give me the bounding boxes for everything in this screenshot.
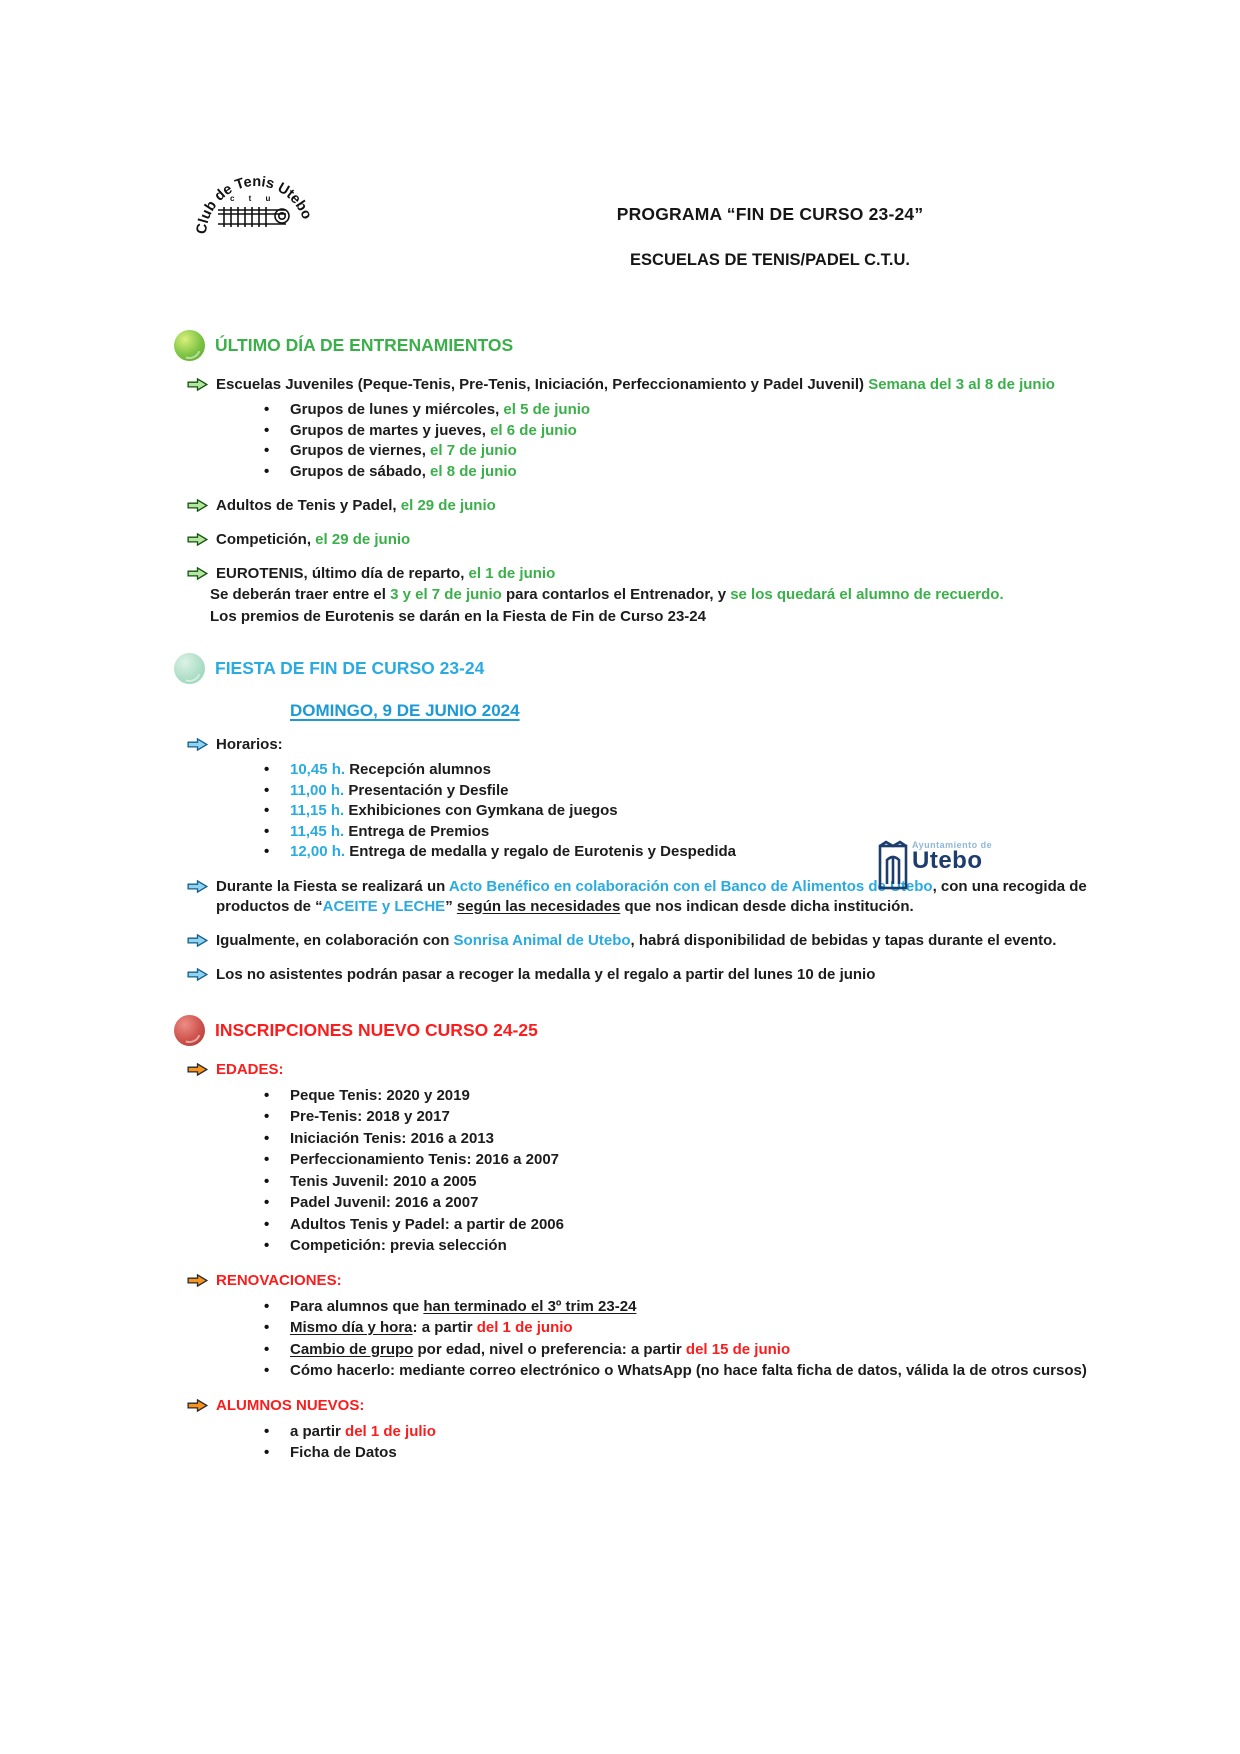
text-run: Competición, [216, 531, 316, 548]
list-item [264, 822, 1240, 843]
text-run: 11,00 h. [290, 781, 345, 799]
item-text [290, 421, 577, 442]
text-run: Grupos de sábado, [290, 462, 431, 480]
text-run: Sonrisa Animal de Utebo [453, 931, 631, 949]
text-run: se los quedará el alumno de recuerdo. [730, 586, 1004, 603]
text-run: Adultos Tenis y Padel: a partir de 2006 [290, 1215, 564, 1233]
arrow-right-icon [186, 498, 209, 513]
text-run: Recepción alumnos [345, 761, 491, 778]
text-run: Escuelas Juveniles (Peque-Tenis, Pre-Tenis, Iniciación, Perfeccionamiento y Padel Juvenil) [216, 376, 869, 393]
bullet-icon: • [264, 1422, 270, 1440]
text-run: han terminado el 3º trim 23-24 [423, 1297, 637, 1315]
list-item-eurotenis [186, 564, 1240, 584]
list-item [264, 1317, 1240, 1339]
item-text [290, 1128, 494, 1150]
item-text [290, 1106, 450, 1128]
text-run: el 29 de junio [400, 497, 496, 514]
utebo-ayuntamiento-logo [876, 840, 992, 892]
text-run: para contarlos el Entrenador, y [501, 586, 731, 603]
arrow-right-icon [186, 1273, 209, 1288]
arrow-right-icon [186, 377, 209, 392]
text-run: Horarios: [216, 736, 283, 753]
list-item-escuelas-juveniles [186, 375, 1240, 395]
item-text [290, 1235, 507, 1257]
club-logo [0, 152, 390, 270]
text-run: EUROTENIS, último día de reparto, [216, 565, 469, 582]
bullet-icon: • [264, 1194, 270, 1211]
list-item [264, 801, 1240, 822]
arrow-right-icon [186, 532, 209, 547]
tennis-ball-red-icon [174, 1015, 205, 1046]
text-run: Los premios de Eurotenis se darán en la Fiesta de Fin de Curso 23-24 [210, 607, 706, 625]
text-run: Acto Benéfico en colaboración con el Banco de Alimentos de Utebo [448, 877, 933, 895]
utebo-logo-big-text: Utebo [912, 847, 983, 874]
text-run: Semana del 3 al 8 de junio [868, 376, 1055, 393]
list-item-edades [186, 1060, 1240, 1080]
item-text [290, 1214, 564, 1236]
grupos-list [0, 400, 1240, 482]
list-item [264, 462, 1240, 483]
text-run: Igualmente, en colaboración con [216, 931, 454, 949]
arrow-right-icon [186, 566, 209, 581]
list-item [264, 441, 1240, 462]
item-text [216, 965, 875, 985]
list-item [264, 1171, 1240, 1193]
list-item [264, 1192, 1240, 1214]
text-run: productos de “ [216, 897, 323, 915]
bullet-icon: • [264, 1108, 270, 1125]
bullet-icon: • [264, 822, 270, 840]
text-run: el 7 de junio [430, 442, 517, 459]
list-item [264, 421, 1240, 442]
text-run: Adultos de Tenis y Padel, [216, 497, 401, 514]
item-text [290, 1360, 1087, 1382]
text-run: ACEITE y LECHE [322, 897, 446, 915]
svg-text:Club de Tenis Utebo [194, 174, 315, 235]
item-text [290, 462, 517, 483]
text-run: ALUMNOS NUEVOS: [216, 1396, 365, 1414]
list-item [264, 1106, 1240, 1128]
item-text [290, 1442, 397, 1464]
item-text [216, 1396, 364, 1416]
text-run: a partir [290, 1422, 346, 1440]
bullet-icon: • [264, 1340, 270, 1358]
list-item [264, 1360, 1240, 1382]
text-run: Mismo día y hora [290, 1319, 413, 1336]
list-item [264, 1214, 1240, 1236]
bullet-icon: • [264, 462, 270, 480]
arrow-right-icon [186, 933, 209, 948]
bullet-icon: • [264, 1151, 270, 1168]
section-ultimo-dia [0, 330, 1240, 627]
text-run: Tenis Juvenil: 2010 a 2005 [290, 1172, 477, 1190]
text-run: : a partir [412, 1319, 477, 1336]
text-run: del 1 de junio [476, 1319, 573, 1336]
text-run: del 15 de junio [685, 1340, 791, 1358]
text-run: Entrega de medalla y regalo de Eurotenis y Despedida [345, 843, 737, 860]
note-line [210, 584, 1240, 606]
item-text [216, 564, 555, 584]
list-item [264, 1235, 1240, 1257]
text-run: Ficha de Datos [290, 1444, 397, 1461]
text-run: Grupos de viernes, [290, 442, 431, 459]
list-item [264, 1339, 1240, 1361]
text-run: 10,45 h. [290, 761, 346, 778]
bullet-icon: • [264, 1297, 270, 1315]
text-run: por edad, nivel o preferencia: a partir [413, 1340, 686, 1358]
item-text [216, 530, 410, 550]
bullet-icon: • [264, 401, 270, 418]
text-run: según las necesidades [456, 897, 621, 915]
bullet-icon: • [264, 1237, 270, 1254]
bullet-icon: • [264, 1172, 270, 1190]
list-item [264, 1149, 1240, 1171]
bullet-icon: • [264, 421, 270, 439]
bullet-icon: • [264, 802, 270, 819]
item-text [216, 1060, 284, 1080]
text-run: , habrá disponibilidad de bebidas y tapas durante el evento. [630, 931, 1057, 949]
section-inscripciones [0, 1015, 1240, 1464]
item-text [290, 441, 517, 462]
text-run: Para alumnos que [290, 1297, 424, 1315]
arrow-right-icon [186, 1398, 209, 1413]
text-run: el 5 de junio [503, 401, 591, 418]
text-run: Durante la Fiesta se realizará un [216, 877, 449, 895]
arrow-right-icon [186, 737, 209, 752]
eurotenis-note [210, 584, 1240, 627]
text-run: el 29 de junio [315, 531, 411, 548]
item-text [290, 1171, 477, 1193]
text-run: EDADES: [216, 1060, 284, 1078]
list-item [264, 1128, 1240, 1150]
text-run: Los no asistentes podrán pasar a recoger la medalla y el regalo a partir del lunes 10 de junio [216, 965, 876, 983]
section-header [174, 1015, 1240, 1046]
event-date: DOMINGO, 9 DE JUNIO 2024 [290, 701, 520, 720]
item-text [216, 375, 1055, 395]
item-text [216, 897, 1087, 917]
horarios-list [0, 760, 1240, 863]
text-run: Padel Juvenil: 2016 a 2007 [290, 1194, 479, 1211]
bullet-icon: • [264, 1319, 270, 1336]
text-run: , con una recogida de [932, 877, 1087, 895]
arrow-right-icon [186, 879, 209, 894]
item-text [290, 842, 736, 863]
text-run: Peque Tenis: 2020 y 2019 [290, 1086, 470, 1104]
text-run: Iniciación Tenis: 2016 a 2013 [290, 1129, 494, 1147]
document-header [0, 0, 1240, 270]
text-run: Perfeccionamiento Tenis: 2016 a 2007 [290, 1151, 560, 1168]
list-item-renovaciones [186, 1271, 1240, 1291]
item-text [290, 400, 590, 421]
list-item-alumnos-nuevos [186, 1396, 1240, 1416]
tennis-net-icon [218, 207, 289, 227]
utebo-tower-icon [876, 840, 910, 892]
item-text [290, 760, 491, 781]
text-run: Competición: previa selección [290, 1237, 507, 1254]
item-text [290, 1317, 573, 1339]
bullet-icon: • [264, 1215, 270, 1233]
text-run: 3 y el 7 de junio [390, 586, 502, 603]
note-line [210, 606, 1240, 628]
text-run: 12,00 h. [290, 843, 346, 860]
list-item [264, 1296, 1240, 1318]
item-text [216, 496, 496, 516]
text-run: RENOVACIONES: [216, 1271, 342, 1289]
item-text [290, 1296, 636, 1318]
list-item [264, 842, 1240, 863]
text-run: Cómo hacerlo: mediante correo electrónico o WhatsApp (no hace falta ficha de datos, válida la de otros cursos) [290, 1362, 1087, 1379]
text-run: ” [445, 897, 457, 915]
edades-list [0, 1085, 1240, 1257]
bullet-icon: • [264, 442, 270, 459]
tennis-ball-teal-icon [174, 653, 205, 684]
item-text [216, 735, 283, 755]
text-run: Grupos de martes y jueves, [290, 421, 491, 439]
text-run: Grupos de lunes y miércoles, [290, 401, 504, 418]
item-text [290, 781, 508, 802]
list-item-horarios [186, 735, 1240, 755]
text-run: del 1 de julio [345, 1422, 436, 1440]
logo-net-label: c t u [230, 194, 277, 203]
list-item [264, 1421, 1240, 1443]
section-title: FIESTA DE FIN DE CURSO 23-24 [215, 658, 485, 678]
text-run: 11,15 h. [290, 802, 345, 819]
text-run: Pre-Tenis: 2018 y 2017 [290, 1108, 450, 1125]
bullet-icon: • [264, 1086, 270, 1104]
section-title: INSCRIPCIONES NUEVO CURSO 24-25 [215, 1019, 538, 1040]
text-run: Entrega de Premios [344, 822, 490, 840]
club-de-tenis-utebo-logo-icon [190, 152, 320, 256]
list-item [264, 400, 1240, 421]
text-run: Presentación y Desfile [344, 781, 509, 799]
page-title: PROGRAMA “FIN DE CURSO 23-24” [616, 204, 924, 224]
alumnos-nuevos-list [0, 1421, 1240, 1464]
list-item-adultos [186, 496, 1240, 516]
item-text [290, 822, 489, 843]
list-item [264, 1085, 1240, 1107]
text-run: el 6 de junio [490, 421, 577, 439]
text-run: 11,45 h. [290, 822, 345, 840]
list-item-acto-benefico [186, 877, 1240, 917]
arrow-right-icon [186, 967, 209, 982]
bullet-icon: • [264, 1129, 270, 1147]
bullet-icon: • [264, 1362, 270, 1379]
arrow-right-icon [186, 1062, 209, 1077]
utebo-logo-small-text: Ayuntamiento de [912, 840, 993, 850]
text-run: que nos indican desde dicha institución. [620, 897, 914, 915]
list-item-competicion [186, 530, 1240, 550]
bullet-icon: • [264, 761, 270, 778]
tennis-ball-green-icon [174, 330, 205, 361]
text-run: Exhibiciones con Gymkana de juegos [344, 802, 618, 819]
renovaciones-list [0, 1296, 1240, 1382]
text-run: el 1 de junio [468, 565, 556, 582]
item-text [290, 1192, 478, 1214]
section-header [174, 653, 1240, 684]
item-text [290, 1149, 559, 1171]
bullet-icon: • [264, 1444, 270, 1461]
item-text [290, 1421, 436, 1443]
section-title: ÚLTIMO DÍA DE ENTRENAMIENTOS [215, 335, 514, 355]
logo-arc-text: Club de Tenis Utebo [193, 173, 315, 235]
section-header [174, 330, 1240, 361]
item-text [290, 1339, 790, 1361]
text-run: el 8 de junio [430, 462, 517, 480]
list-item-no-asistentes [186, 965, 1240, 985]
section-fiesta [0, 653, 1240, 985]
bullet-icon: • [264, 781, 270, 799]
text-run: Se deberán traer entre el [210, 586, 391, 603]
item-text [216, 1271, 342, 1291]
title-block [390, 152, 1150, 270]
item-text [290, 1085, 470, 1107]
text-run: Cambio de grupo [290, 1340, 414, 1358]
list-item [264, 760, 1240, 781]
list-item-sonrisa-animal [186, 931, 1240, 951]
page-subtitle: ESCUELAS DE TENIS/PADEL C.T.U. [630, 251, 910, 269]
item-text [216, 931, 1056, 951]
bullet-icon: • [264, 843, 270, 860]
list-item [264, 1442, 1240, 1464]
list-item [264, 781, 1240, 802]
item-text [290, 801, 618, 822]
